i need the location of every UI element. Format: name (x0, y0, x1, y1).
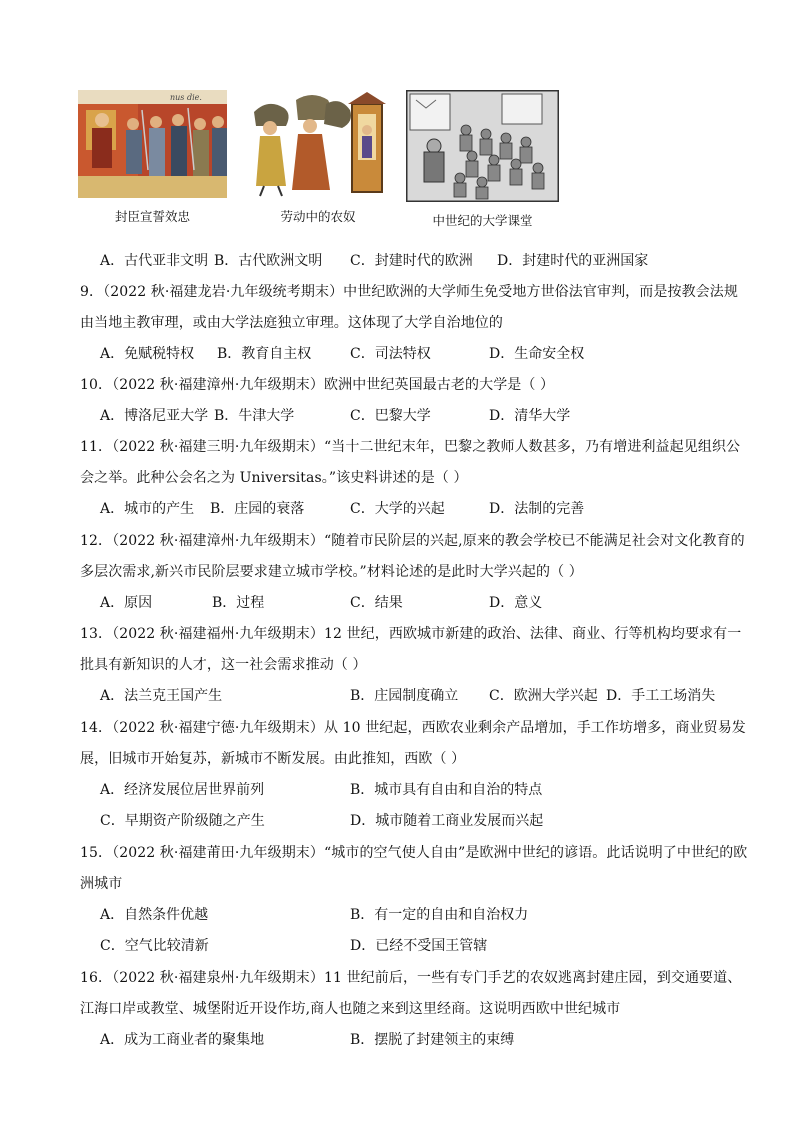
q15-option-d[interactable]: D．已经不受国王管辖 (350, 938, 488, 954)
q14-stem-line2: 展，旧城市开始复苏，新城市不断发展。由此推知，西欧（ ） (80, 751, 466, 767)
q10-option-c[interactable]: C．巴黎大学 (350, 408, 431, 424)
q12-stem-line2: 多层次需求,新兴市民阶层要求建立城市学校。”材料论述的是此时大学兴起的（ ） (80, 564, 583, 580)
figure-caption: 中世纪的大学课堂 (432, 213, 533, 228)
q8-option-d[interactable]: D．封建时代的亚洲国家 (497, 253, 649, 269)
figure-caption: 劳动中的农奴 (280, 209, 356, 224)
figure-caption: 封臣宣誓效忠 (114, 209, 190, 224)
q8-option-b[interactable]: B．古代欧洲文明 (214, 253, 323, 269)
q11-stem-line2: 会之举。此种公会名之为 Universitas。”该史料讲述的是（ ） (80, 470, 468, 486)
q13-option-a[interactable]: A．法兰克王国产生 (100, 688, 223, 704)
q11-option-b[interactable]: B．庄园的衰落 (210, 501, 305, 517)
figure-serfs (248, 90, 388, 225)
q15-stem-line2: 洲城市 (80, 876, 123, 892)
q9-option-d[interactable]: D．生命安全权 (489, 346, 585, 362)
q15-stem-line1: 15．（2022 秋·福建莆田·九年级期末）“城市的空气使人自由”是欧洲中世纪的谚语。此话说明了中世纪的欧 (80, 845, 748, 861)
q9-stem-line1: 9．（2022 秋·福建龙岩·九年级统考期末）中世纪欧洲的大学师生免受地方世俗法官审判，而是按教会法规 (80, 284, 738, 300)
q12-stem-line1: 12．（2022 秋·福建漳州·九年级期末）“随着市民阶层的兴起,原来的教会学校已不能满足社会对文化教育的 (80, 533, 745, 549)
serfs-labor-illustration-icon (248, 90, 388, 198)
q14-option-c[interactable]: C．早期资产阶级随之产生 (100, 813, 265, 829)
q12-option-c[interactable]: C．结果 (350, 595, 403, 611)
q12-option-b[interactable]: B．过程 (212, 595, 265, 611)
q10-option-d[interactable]: D．清华大学 (489, 408, 571, 424)
q8-option-c[interactable]: C．封建时代的欧洲 (350, 253, 473, 269)
q10-stem-line1: 10．（2022 秋·福建漳州·九年级期末）欧洲中世纪英国最古老的大学是（ ） (80, 377, 555, 393)
q16-option-b[interactable]: B．摆脱了封建领主的束缚 (350, 1032, 515, 1048)
q14-stem-line1: 14．（2022 秋·福建宁德·九年级期末）从 10 世纪起，西欧农业剩余产品增加，手工作坊增多，商业贸易发 (80, 720, 746, 736)
figure-row (78, 90, 568, 230)
figure-oath (78, 90, 227, 225)
q11-option-a[interactable]: A．城市的产生 (100, 501, 195, 517)
q13-option-c[interactable]: C．欧洲大学兴起 (489, 688, 598, 704)
q15-option-b[interactable]: B．有一定的自由和自治权力 (350, 907, 529, 923)
q15-option-c[interactable]: C．空气比较清新 (100, 938, 209, 954)
q12-option-a[interactable]: A．原因 (100, 595, 153, 611)
q9-option-c[interactable]: C．司法特权 (350, 346, 431, 362)
q13-stem-line1: 13．（2022 秋·福建福州·九年级期末）12 世纪，西欧城市新建的政治、法律、商业、行等机构均要求有一 (80, 626, 742, 642)
q16-option-a[interactable]: A．成为工商业者的聚集地 (100, 1032, 265, 1048)
svg-text:nus die.: nus die. (170, 93, 202, 102)
q9-stem-line2: 由当地主教审理，或由大学法庭独立审理。这体现了大学自治地位的 (80, 315, 503, 331)
q12-option-d[interactable]: D．意义 (489, 595, 543, 611)
q15-option-a[interactable]: A．自然条件优越 (100, 907, 209, 923)
q14-option-a[interactable]: A．经济发展位居世界前列 (100, 782, 265, 798)
figure-classroom (406, 90, 559, 229)
q11-option-d[interactable]: D．法制的完善 (489, 501, 585, 517)
q13-option-b[interactable]: B．庄园制度确立 (350, 688, 459, 704)
q14-option-b[interactable]: B．城市具有自由和自治的特点 (350, 782, 543, 798)
q16-stem-line2: 江海口岸或教堂、城堡附近开设作坊,商人也随之来到这里经商。这说明西欧中世纪城市 (80, 1001, 621, 1017)
q10-option-a[interactable]: A．博洛尼亚大学 (100, 408, 209, 424)
q9-option-a[interactable]: A．免赋税特权 (100, 346, 195, 362)
q11-stem-line1: 11．（2022 秋·福建三明·九年级期末）“当十二世纪末年，巴黎之教师人数甚多，乃有增进利益起见组织公 (80, 439, 741, 455)
q16-stem-line1: 16．（2022 秋·福建泉州·九年级期末）11 世纪前后，一些有专门手艺的农奴逃离封建庄园，到交通要道、 (80, 970, 742, 986)
medieval-oath-painting-icon (78, 90, 227, 198)
q8-option-a[interactable]: A．古代亚非文明 (100, 253, 209, 269)
q14-option-d[interactable]: D．城市随着工商业发展而兴起 (350, 813, 544, 829)
q9-option-b[interactable]: B．教育自主权 (217, 346, 312, 362)
q11-option-c[interactable]: C．大学的兴起 (350, 501, 445, 517)
q13-option-d[interactable]: D．手工工场消失 (606, 688, 716, 704)
q10-option-b[interactable]: B．牛津大学 (214, 408, 295, 424)
q13-stem-line2: 批具有新知识的人才，这一社会需求推动（ ） (80, 657, 367, 673)
medieval-classroom-engraving-icon (406, 90, 559, 202)
